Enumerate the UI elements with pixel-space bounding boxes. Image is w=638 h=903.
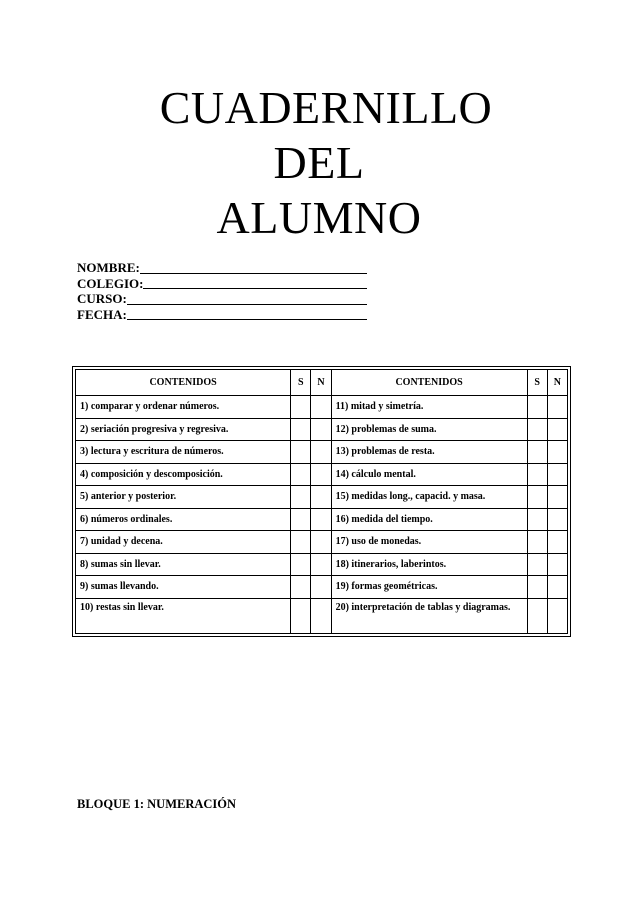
document-title	[0, 80, 638, 245]
check-n-left[interactable]	[311, 531, 331, 554]
content-item-right: 19) formas geométricas.	[331, 576, 527, 599]
check-s-left[interactable]	[291, 396, 311, 419]
table-row	[76, 576, 568, 599]
date-label: FECHA:	[77, 306, 127, 322]
check-s-left[interactable]	[291, 441, 311, 464]
header-n-right: N	[547, 370, 567, 396]
content-item-right: 16) medida del tiempo.	[331, 508, 527, 531]
block-heading: BLOQUE 1: NUMERACIÓN	[77, 797, 237, 811]
content-item-right: 11) mitad y simetría.	[331, 396, 527, 419]
content-item-right: 14) cálculo mental.	[331, 463, 527, 486]
check-n-right[interactable]	[547, 396, 567, 419]
contents-table-frame	[72, 366, 571, 637]
title-line-3: ALUMNO	[216, 192, 422, 243]
check-s-right[interactable]	[527, 418, 547, 441]
content-item-left: 2) seriación progresiva y regresiva.	[76, 418, 291, 441]
check-n-right[interactable]	[547, 486, 567, 509]
content-item-left: 7) unidad y decena.	[76, 531, 291, 554]
content-item-right: 12) problemas de suma.	[331, 418, 527, 441]
student-info-fields	[77, 260, 367, 322]
check-s-left[interactable]	[291, 531, 311, 554]
header-n-left: N	[311, 370, 331, 396]
check-s-left[interactable]	[291, 463, 311, 486]
table-row	[76, 418, 568, 441]
school-field[interactable]	[77, 276, 367, 292]
check-n-right[interactable]	[547, 441, 567, 464]
check-n-right[interactable]	[547, 553, 567, 576]
check-n-right[interactable]	[547, 598, 567, 633]
name-label: NOMBRE:	[77, 260, 140, 275]
header-s-right: S	[527, 370, 547, 396]
check-s-right[interactable]	[527, 396, 547, 419]
school-line[interactable]	[143, 277, 367, 289]
check-s-right[interactable]	[527, 508, 547, 531]
check-s-right[interactable]	[527, 598, 547, 633]
table-row	[76, 441, 568, 464]
check-n-right[interactable]	[547, 463, 567, 486]
check-n-left[interactable]	[311, 553, 331, 576]
date-field[interactable]	[77, 307, 367, 323]
check-n-left[interactable]	[311, 441, 331, 464]
table-row	[76, 463, 568, 486]
course-line[interactable]	[127, 293, 367, 305]
header-contents-right: CONTENIDOS	[331, 370, 527, 396]
check-s-right[interactable]	[527, 486, 547, 509]
content-item-right: 18) itinerarios, laberintos.	[331, 553, 527, 576]
content-item-right: 20) interpretación de tablas y diagramas.	[331, 598, 527, 633]
check-n-right[interactable]	[547, 576, 567, 599]
check-n-left[interactable]	[311, 598, 331, 633]
check-n-left[interactable]	[311, 486, 331, 509]
check-n-left[interactable]	[311, 463, 331, 486]
check-s-right[interactable]	[527, 553, 547, 576]
content-item-left: 4) composición y descomposición.	[76, 463, 291, 486]
header-s-left: S	[291, 370, 311, 396]
check-s-left[interactable]	[291, 418, 311, 441]
table-header-row	[76, 370, 568, 396]
check-n-right[interactable]	[547, 508, 567, 531]
name-field[interactable]	[77, 260, 367, 276]
content-item-right: 15) medidas long., capacid. y masa.	[331, 486, 527, 509]
content-item-left: 10) restas sin llevar.	[76, 598, 291, 633]
contents-table-body	[76, 396, 568, 634]
name-line[interactable]	[140, 262, 367, 274]
check-s-left[interactable]	[291, 576, 311, 599]
content-item-left: 5) anterior y posterior.	[76, 486, 291, 509]
check-n-left[interactable]	[311, 576, 331, 599]
course-label: CURSO:	[77, 291, 127, 306]
check-s-left[interactable]	[291, 598, 311, 633]
course-field[interactable]	[77, 291, 367, 307]
content-item-left: 3) lectura y escritura de números.	[76, 441, 291, 464]
check-s-right[interactable]	[527, 531, 547, 554]
check-s-left[interactable]	[291, 553, 311, 576]
check-n-left[interactable]	[311, 396, 331, 419]
contents-table	[75, 369, 568, 634]
table-row	[76, 598, 568, 633]
header-contents-left: CONTENIDOS	[76, 370, 291, 396]
content-item-left: 8) sumas sin llevar.	[76, 553, 291, 576]
content-item-right: 13) problemas de resta.	[331, 441, 527, 464]
school-label: COLEGIO:	[77, 275, 144, 291]
table-row	[76, 486, 568, 509]
content-item-left: 6) números ordinales.	[76, 508, 291, 531]
check-s-right[interactable]	[527, 463, 547, 486]
content-item-right: 17) uso de monedas.	[331, 531, 527, 554]
check-n-right[interactable]	[547, 418, 567, 441]
table-row	[76, 508, 568, 531]
table-row	[76, 553, 568, 576]
content-item-left: 9) sumas llevando.	[76, 576, 291, 599]
table-row	[76, 396, 568, 419]
table-row	[76, 531, 568, 554]
content-item-left: 1) comparar y ordenar números.	[76, 396, 291, 419]
check-n-right[interactable]	[547, 531, 567, 554]
title-line-2: DEL	[273, 137, 365, 188]
check-s-left[interactable]	[291, 486, 311, 509]
check-s-right[interactable]	[527, 441, 547, 464]
title-line-1: CUADERNILLO	[159, 82, 493, 133]
check-n-left[interactable]	[311, 418, 331, 441]
check-s-right[interactable]	[527, 576, 547, 599]
check-n-left[interactable]	[311, 508, 331, 531]
date-line[interactable]	[127, 308, 367, 320]
check-s-left[interactable]	[291, 508, 311, 531]
